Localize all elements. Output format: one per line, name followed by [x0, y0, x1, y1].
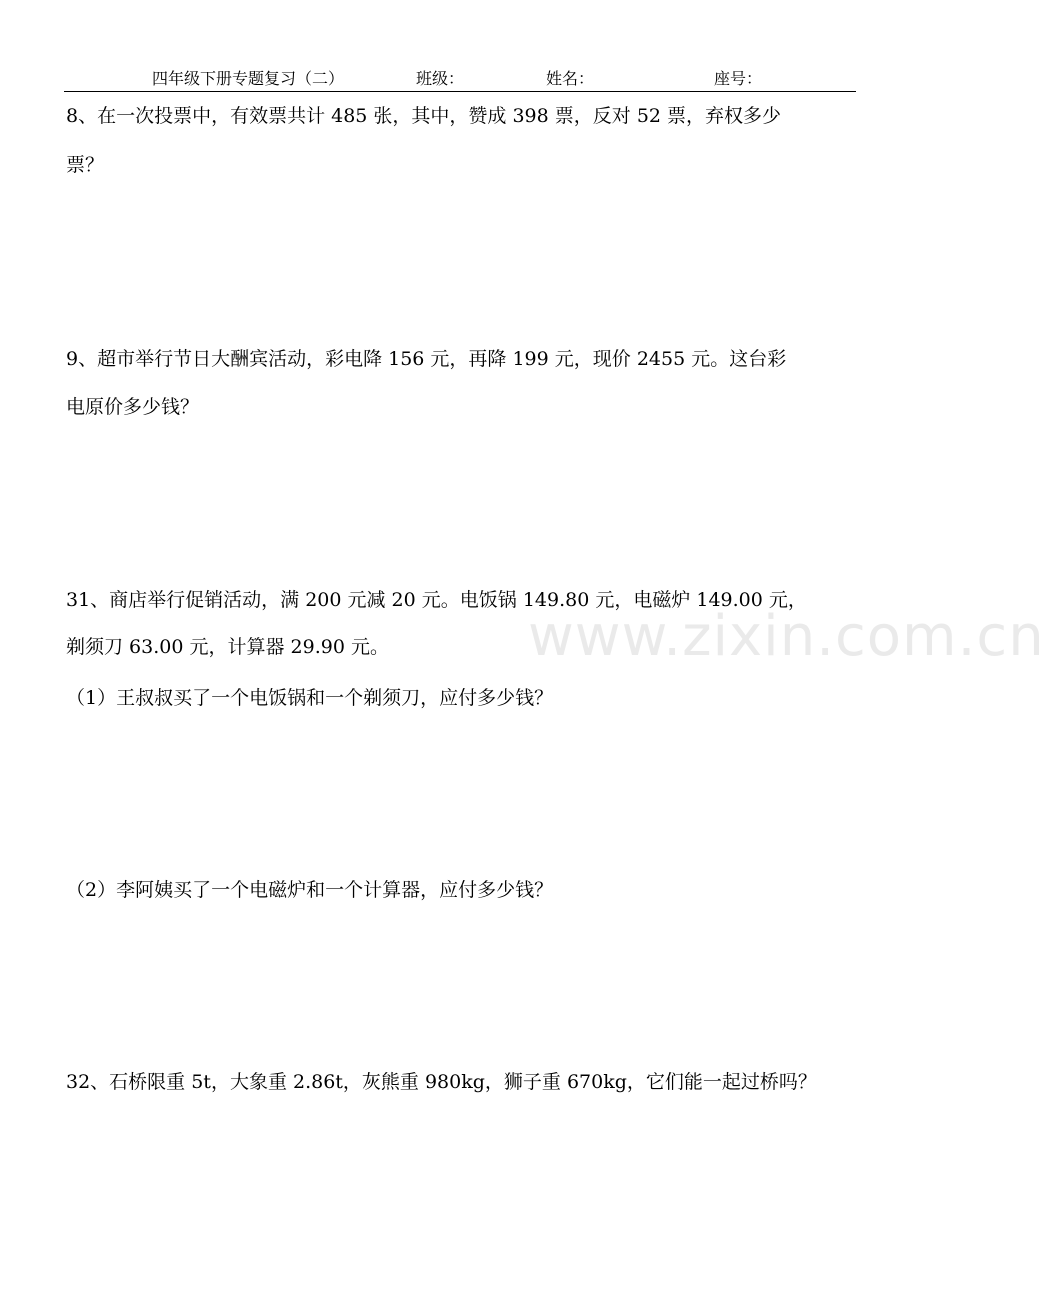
- question-31-line-1: 31、商店举行促销活动，满 200 元减 20 元。电饭锅 149.80 元，电磁炉 149.00 元，: [66, 589, 807, 611]
- question-31-part-2: （2）李阿姨买了一个电磁炉和一个计算器，应付多少钱？: [66, 879, 554, 901]
- page-header: [64, 66, 856, 90]
- worksheet-title: 四年级下册专题复习（二）: [152, 69, 345, 88]
- question-9-line-1: 9、超市举行节日大酬宾活动，彩电降 156 元，再降 199 元，现价 2455 元。这台彩: [66, 348, 787, 370]
- question-9-line-2: 电原价多少钱？: [66, 396, 200, 418]
- seat-field-label: 座号：: [714, 69, 763, 88]
- name-field-label: 姓名：: [546, 69, 595, 88]
- class-field-label: 班级：: [416, 69, 465, 88]
- watermark: www.zixin.com.cn: [528, 604, 1045, 669]
- question-31-line-2: 剃须刀 63.00 元，计算器 29.90 元。: [66, 636, 389, 658]
- question-8-line-2: 票？: [66, 154, 105, 176]
- header-divider: [64, 91, 856, 92]
- question-8-line-1: 8、在一次投票中，有效票共计 485 张，其中，赞成 398 票，反对 52 票，弃权多少: [66, 105, 782, 127]
- question-32-line-1: 32、石桥限重 5t，大象重 2.86t，灰熊重 980kg，狮子重 670kg，它们能一起过桥吗？: [66, 1071, 817, 1093]
- question-31-part-1: （1）王叔叔买了一个电饭锅和一个剃须刀，应付多少钱？: [66, 687, 554, 709]
